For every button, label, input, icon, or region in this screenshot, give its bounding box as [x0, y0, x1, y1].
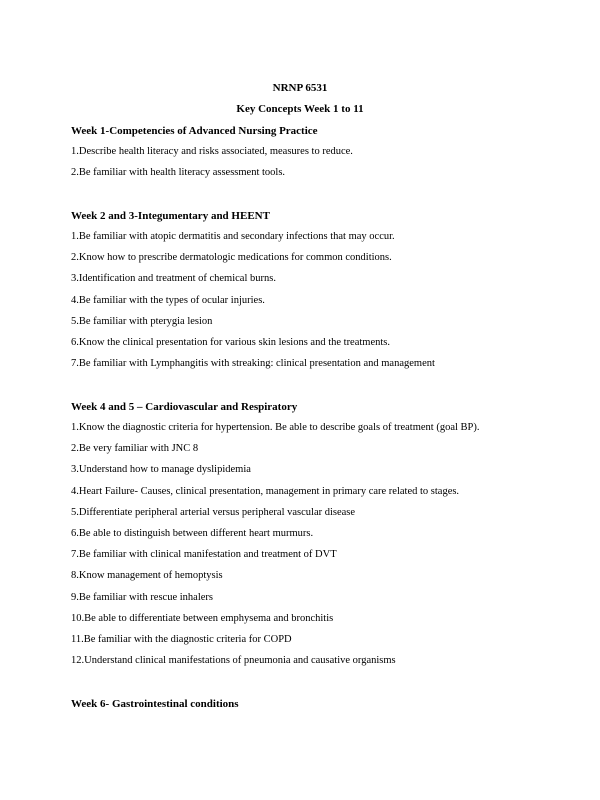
list-item: 4.Be familiar with the types of ocular injuries.: [71, 294, 265, 306]
item-list: [71, 230, 571, 371]
section-heading: Week 2 and 3-Integumentary and HEENT: [71, 210, 270, 222]
list-item: 6.Know the clinical presentation for various skin lesions and the treatments.: [71, 336, 391, 348]
list-item: 7.Be familiar with Lymphangitis with streaking: clinical presentation and management: [71, 358, 435, 370]
list-item: 4.Heart Failure- Causes, clinical presentation, management in primary care related to stages.: [71, 485, 460, 497]
list-item: 3.Understand how to manage dyslipidemia: [71, 464, 251, 476]
section-heading: Week 6- Gastrointestinal conditions: [71, 698, 239, 710]
list-item: 3.Identification and treatment of chemical burns.: [71, 273, 276, 285]
list-item: 6.Be able to distinguish between different heart murmurs.: [71, 527, 314, 539]
list-item: 12.Understand clinical manifestations of pneumonia and causative organisms: [71, 655, 396, 667]
list-item: 2.Know how to prescribe dermatologic medications for common conditions.: [71, 252, 392, 264]
item-list: [71, 145, 571, 180]
list-item: 7.Be familiar with clinical manifestation and treatment of DVT: [71, 549, 337, 561]
section-week-6: [71, 697, 571, 711]
list-item: 10.Be able to differentiate between emphysema and bronchitis: [71, 612, 334, 624]
list-item: 9.Be familiar with rescue inhalers: [71, 591, 213, 603]
list-item: 2.Be familiar with health literacy assessment tools.: [71, 167, 286, 179]
list-item: 2.Be very familiar with JNC 8: [71, 443, 199, 455]
list-item: 1.Be familiar with atopic dermatitis and secondary infections that may occur.: [71, 231, 395, 242]
list-item: 1.Describe health literacy and risks associated, measures to reduce.: [71, 146, 353, 157]
list-item: 8.Know management of hemoptysis: [71, 570, 223, 582]
section-week-4-5: [71, 400, 571, 668]
list-item: 1.Know the diagnostic criteria for hypertension. Be able to describe goals of treatment (goal BP).: [71, 422, 480, 433]
section-heading: Week 4 and 5 – Cardiovascular and Respiratory: [71, 401, 298, 413]
list-item: 11.Be familiar with the diagnostic criteria for COPD: [71, 633, 292, 645]
section-week-1: [71, 124, 571, 180]
section-week-2-3: [71, 209, 571, 371]
item-list: [71, 421, 571, 668]
document-title: NRNP 6531: [272, 82, 328, 94]
document-subtitle: Key Concepts Week 1 to 11: [236, 103, 364, 115]
list-item: 5.Differentiate peripheral arterial versus peripheral vascular disease: [71, 506, 356, 518]
list-item: 5.Be familiar with pterygia lesion: [71, 315, 213, 327]
section-heading: Week 1-Competencies of Advanced Nursing Practice: [71, 125, 318, 137]
